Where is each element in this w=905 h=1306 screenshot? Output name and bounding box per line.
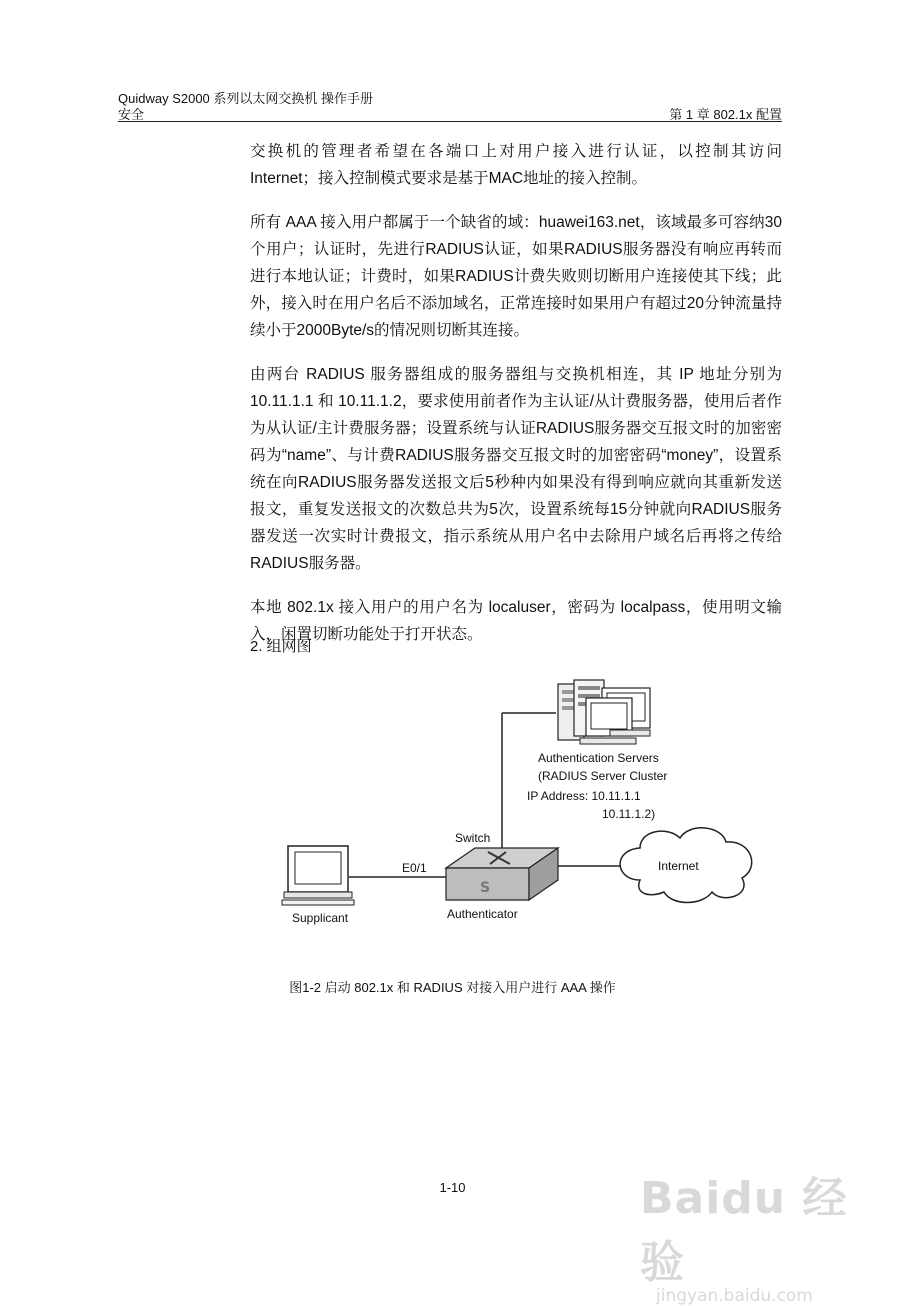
- paragraph-1: 交换机的管理者希望在各端口上对用户接入进行认证，以控制其访问Internet；接入控制模式要求是基于MAC地址的接入控制。: [250, 143, 782, 187]
- watermark-brand: Baidu 经验: [640, 1173, 848, 1288]
- switch-icon: [446, 848, 558, 900]
- pc-icon: [282, 846, 354, 905]
- watermark-url: jingyan.baidu.com: [656, 1286, 813, 1306]
- cluster-label: (RADIUS Server Cluster: [538, 769, 668, 783]
- servers-label: Authentication Servers: [538, 751, 659, 765]
- baidu-watermark: [640, 1162, 870, 1306]
- server-icon: [558, 680, 650, 744]
- header-chapter: 第 1 章 802.1x 配置: [669, 107, 782, 122]
- switch-label: Switch: [455, 831, 491, 845]
- figure-caption: 图1-2 启动 802.1x 和 RADIUS 对接入用户进行 AAA 操作: [289, 980, 616, 995]
- section-title: 2. 组网图: [250, 638, 312, 655]
- ip-label-2: 10.11.1.2): [602, 807, 656, 821]
- header-title: Quidway S2000 系列以太网交换机 操作手册: [118, 91, 374, 106]
- header-section: 安全: [118, 107, 145, 122]
- authenticator-label: Authenticator: [447, 907, 518, 921]
- paragraph-3: 由两台 RADIUS 服务器组成的服务器组与交换机相连，其 IP 地址分别为10.11.1.1 和 10.11.1.2，要求使用前者作为主认证/从计费服务器，使用后者作为从认证/主计费服务器；设置系统与认证RADIUS服务器交互报文时的加密密码为“name”、与计费RADIUS服务器交互报文时的加密密码“money”，设置系统在向RADIUS服务器发送报文后5秒种内如果没有得到响应就向其重新发送报文，重复发送报文的次数总共为5次，设置系统每15分钟就向RADIUS服务器发送一次实时计费报文，指示系统从用户名中去除用户域名后再将之传给RADIUS服务器。: [250, 366, 782, 572]
- port-label: E0/1: [402, 861, 427, 875]
- paragraph-4: 本地 802.1x 接入用户的用户名为 localuser，密码为 localpass，使用明文输入，闲置切断功能处于打开状态。: [250, 599, 782, 643]
- supplicant-label: Supplicant: [292, 911, 349, 925]
- internet-label: Internet: [658, 859, 699, 873]
- ip-label: IP Address: 10.11.1.1: [527, 789, 641, 803]
- paragraph-2: 所有 AAA 接入用户都属于一个缺省的域：huawei163.net，该域最多可容纳30个用户；认证时，先进行RADIUS认证，如果RADIUS服务器没有响应再转而进行本地认证；计费时，如果RADIUS计费失败则切断用户连接使其下线；此外，接入时在用户名后不添加域名，正常连接时如果用户有超过20分钟流量持续小于2000Byte/s的情况则切断其连接。: [250, 214, 782, 339]
- page-number: 1-10: [439, 1180, 466, 1195]
- svg-text:S: S: [480, 880, 491, 896]
